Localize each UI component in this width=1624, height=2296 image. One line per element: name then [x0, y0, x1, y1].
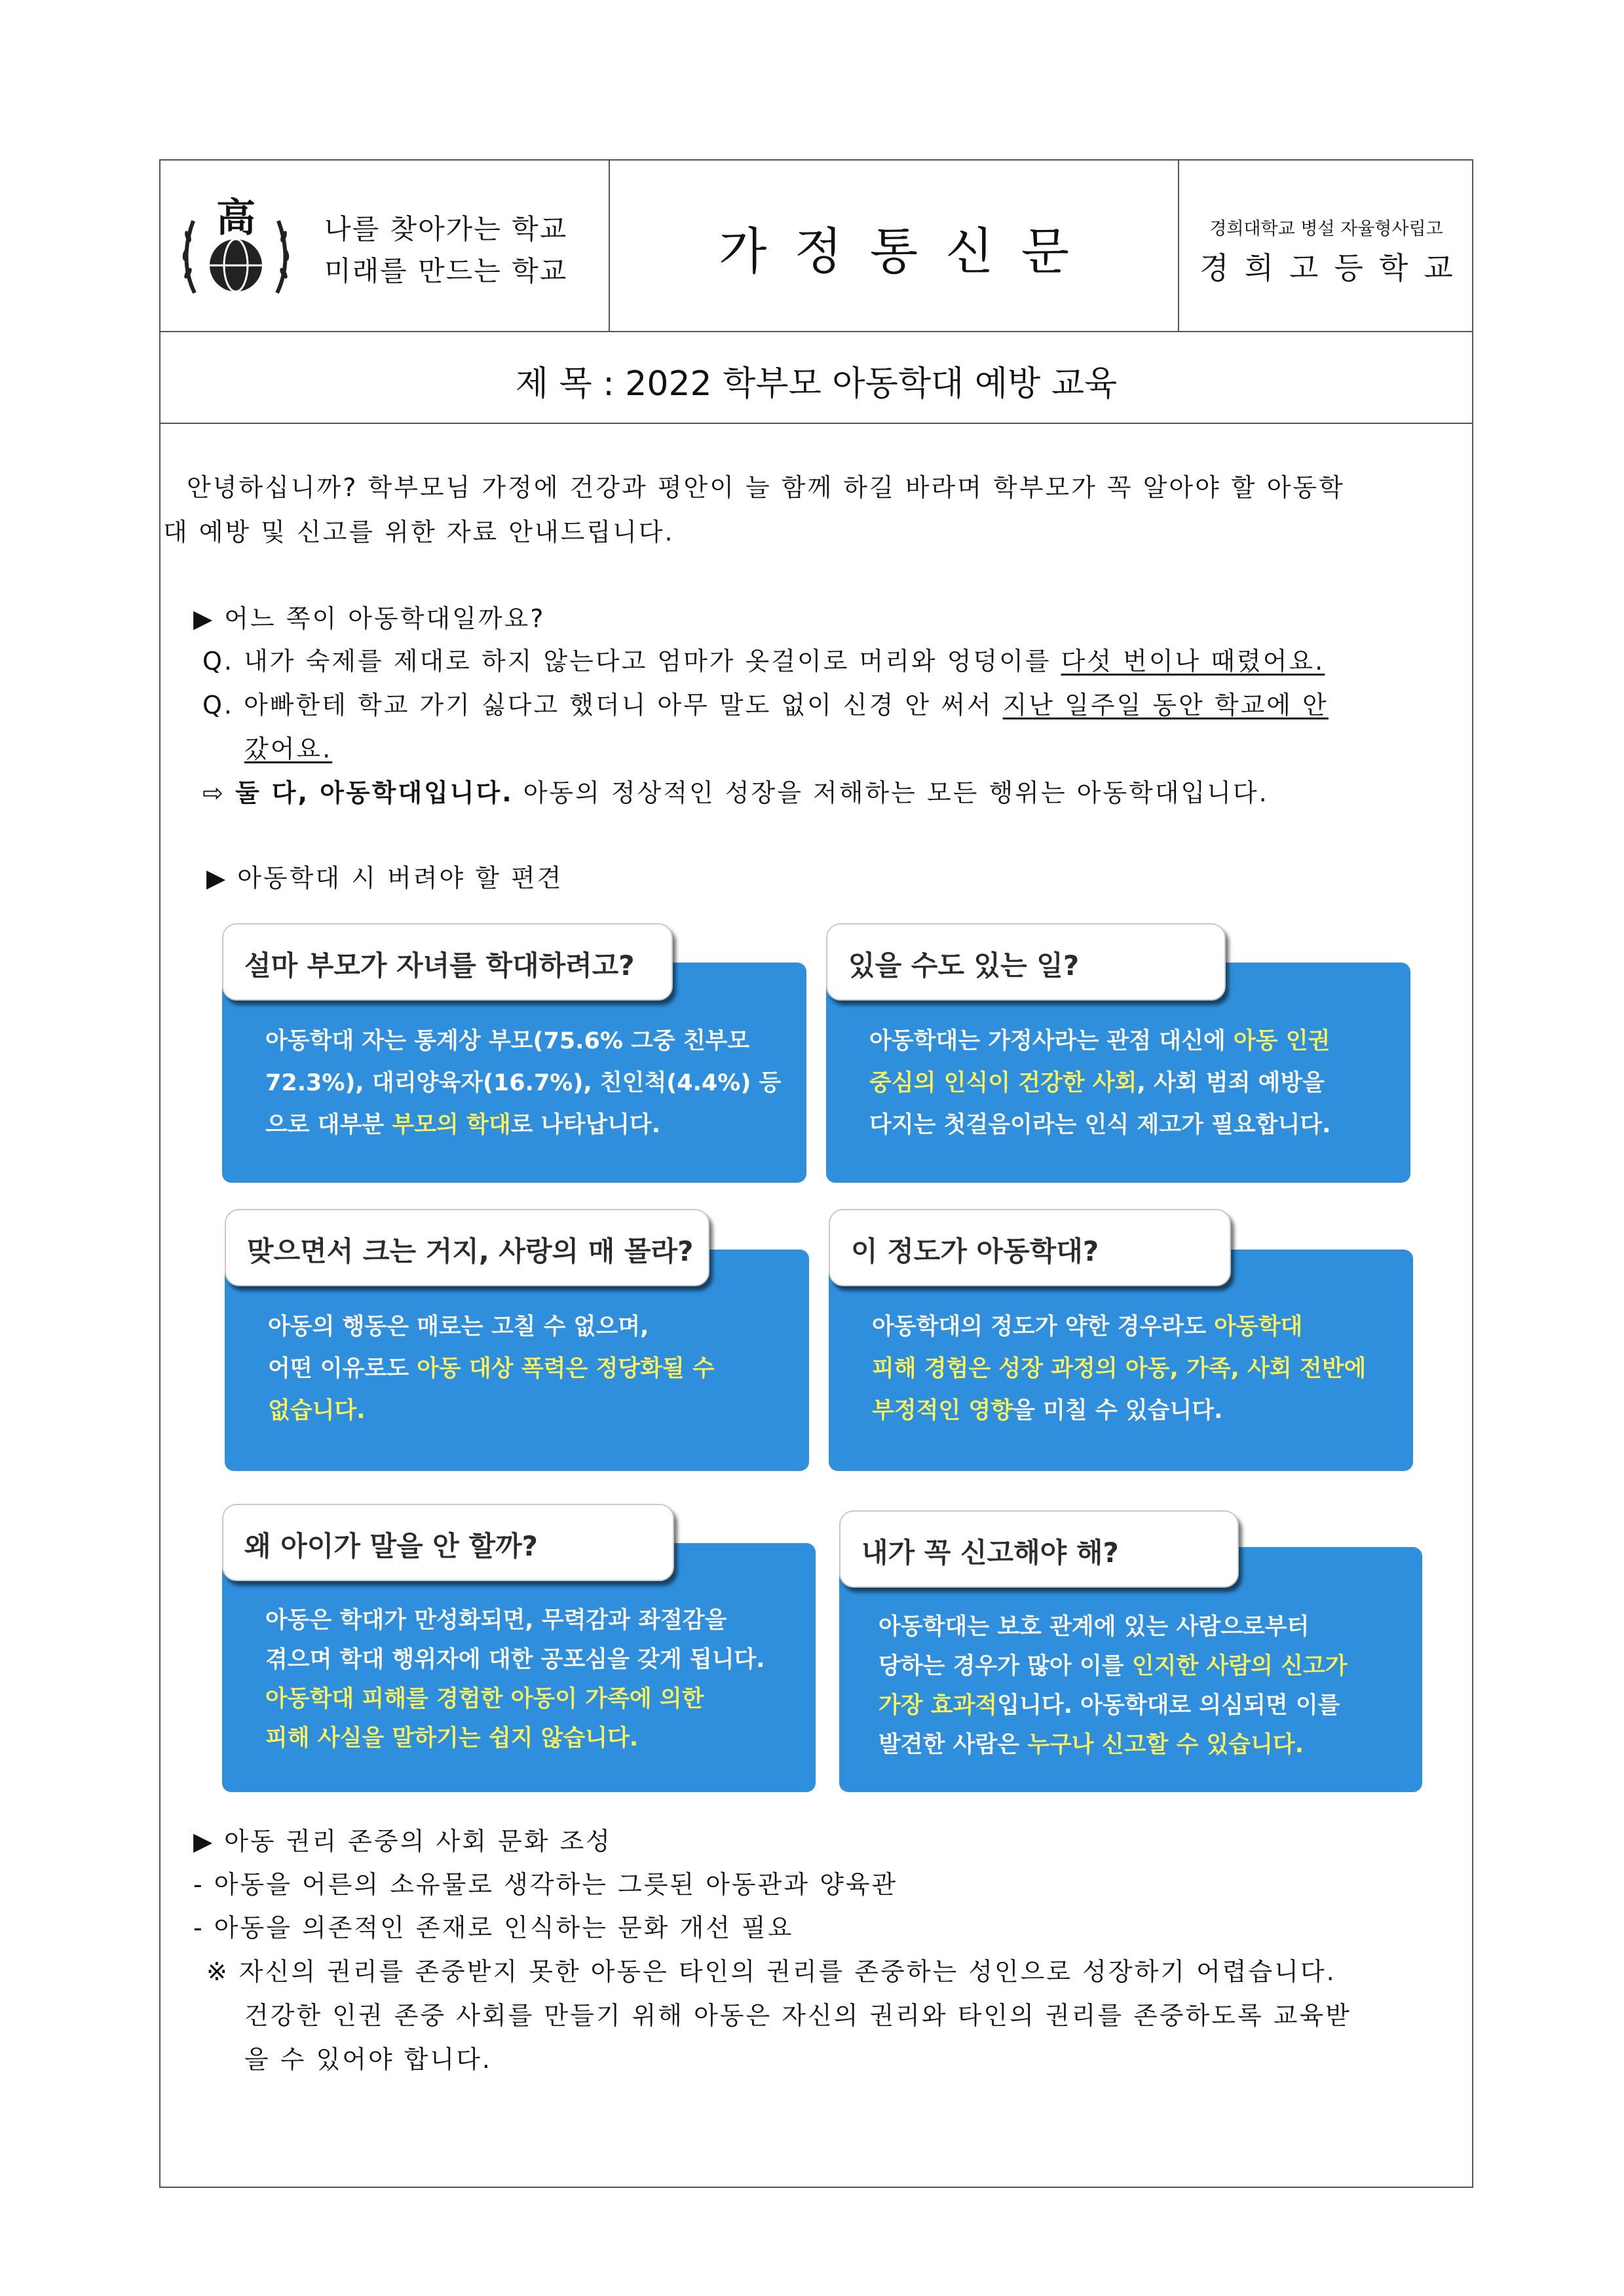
card-title-tab — [225, 1209, 709, 1286]
header-motto-cell — [161, 161, 610, 331]
answer-bold: 둘 다, 아동학대입니다. — [235, 778, 514, 807]
card-body — [878, 1607, 1348, 1765]
myth-card-1 — [222, 923, 806, 1183]
card-body — [869, 1020, 1331, 1146]
header-title-cell — [610, 161, 1179, 331]
school-name: 경희고등학교 — [1199, 250, 1469, 286]
card-title: 맞으면서 크는 거지, 사랑의 매 몰라? — [247, 1235, 694, 1267]
note-line-1: ※ 자신의 권리를 존중받지 못한 아동은 타인의 권리를 존중하는 성인으로 성장하기 어렵습니다. — [206, 1957, 1336, 1986]
school-emblem-icon — [175, 195, 297, 299]
card-body — [872, 1306, 1366, 1432]
card-line: 아동학대 자는 통계상 부모(75.6% 그중 친부모 — [265, 1028, 750, 1054]
card-line — [878, 1725, 1348, 1765]
note-line-2: 건강한 인권 존중 사회를 만들기 위해 아동은 자신의 권리와 타인의 권리를 존중하도록 교육받 — [244, 2001, 1351, 2030]
school-subtitle: 경희대학교 병설 자율형사립고 — [1209, 219, 1443, 239]
card-title: 설마 부모가 자녀를 학대하려고? — [244, 949, 635, 982]
motto-line-2: 미래를 만드는 학교 — [324, 255, 568, 287]
section1-heading: ▶ 어느 쪽이 아동학대일까요? — [193, 604, 546, 633]
card-text: 을 미칠 수 있습니다. — [1013, 1398, 1223, 1424]
newsletter-title: 가정통신문 — [718, 222, 1097, 280]
myth-card-5 — [222, 1504, 816, 1792]
card-title-tab — [829, 1209, 1231, 1286]
myth-card-4 — [829, 1209, 1413, 1471]
header-school-cell — [1179, 161, 1473, 331]
card-line: 겪으며 학대 행위자에 대한 공포심을 갖게 됩니다. — [265, 1647, 765, 1673]
header — [161, 161, 1472, 332]
card-highlight: 부정적인 영향 — [872, 1398, 1013, 1424]
card-line — [878, 1647, 1348, 1686]
card-title-tab — [839, 1510, 1239, 1588]
card-line: 아동의 행동은 매로는 고칠 수 없으며, — [268, 1314, 649, 1340]
section3-item-1: - 아동을 어른의 소유물로 생각하는 그릇된 아동관과 양육관 — [193, 1870, 898, 1899]
card-line — [872, 1306, 1366, 1348]
section2-heading: ▶ 아동학대 시 버려야 할 편견 — [206, 864, 563, 892]
question-1-underline: 다섯 번이나 때렸어요. — [1061, 647, 1325, 676]
myth-card-2 — [826, 923, 1410, 1183]
card-line — [268, 1348, 715, 1390]
card-text: 로 나타납니다. — [510, 1112, 661, 1138]
card-highlight: 아동학대 — [1214, 1314, 1303, 1340]
card-text: 입니다. 아동학대로 의심되면 이를 — [997, 1693, 1340, 1719]
answer-rest: 아동의 정상적인 성장을 저해하는 모든 행위는 아동학대입니다. — [513, 778, 1269, 807]
note-line-3: 을 수 있어야 합니다. — [244, 2045, 492, 2074]
myth-card-3 — [225, 1209, 809, 1471]
question-2-continued: 갔어요. — [244, 735, 333, 763]
card-title-tab — [222, 1504, 674, 1581]
card-title-tab — [826, 923, 1226, 1001]
card-highlight: 인지한 사람의 신고가 — [1131, 1653, 1348, 1679]
question-2-text: Q. 아빠한테 학교 가기 싫다고 했더니 아무 말도 없이 신경 안 써서 — [202, 691, 1003, 719]
card-body — [268, 1306, 715, 1432]
card-line: 아동학대 피해를 경험한 아동이 가족에 의한 — [265, 1686, 704, 1712]
card-line: 아동은 학대가 만성화되면, 무력감과 좌절감을 — [265, 1607, 727, 1634]
card-highlight: 누구나 신고할 수 있습니다. — [1027, 1732, 1304, 1758]
section3-item-2: - 아동을 의존적인 존재로 인식하는 문화 개선 필요 — [193, 1913, 794, 1942]
answer-line — [202, 773, 1269, 809]
card-line: 다지는 첫걸음이라는 인식 제고가 필요합니다. — [869, 1112, 1331, 1138]
card-highlight: 아동 인권 — [1233, 1028, 1331, 1054]
intro-line-1: 안녕하십니까? 학부모님 가정에 건강과 평안이 늘 함께 하길 바라며 학부모가 꼭 알아야 할 아동학 — [187, 473, 1345, 502]
subject-row — [161, 331, 1472, 424]
card-title: 왜 아이가 말을 안 할까? — [244, 1530, 538, 1562]
card-text: 어떤 이유로도 — [268, 1356, 417, 1382]
emblem-character: 高 — [216, 195, 255, 241]
question-2 — [202, 685, 1329, 721]
card-line: 피해 사실을 말하기는 쉽지 않습니다. — [265, 1725, 639, 1751]
card-highlight: 부모의 학대 — [392, 1112, 511, 1138]
card-text: 당하는 경우가 많아 이를 — [878, 1653, 1132, 1679]
question-1 — [202, 641, 1325, 677]
card-title-tab — [222, 923, 673, 1001]
card-line — [869, 1020, 1331, 1062]
card-text: 아동학대는 가정사라는 관점 대신에 — [869, 1028, 1234, 1054]
card-title: 있을 수도 있는 일? — [848, 949, 1080, 982]
card-text: 아동학대의 정도가 약한 경우라도 — [872, 1314, 1215, 1340]
question-2-underline: 지난 일주일 동안 학교에 안 — [1002, 691, 1329, 719]
card-line — [878, 1686, 1348, 1725]
section3-heading: ▶ 아동 권리 존중의 사회 문화 조성 — [193, 1827, 612, 1856]
card-text: 발견한 사람은 — [878, 1732, 1028, 1758]
newsletter-frame — [159, 159, 1473, 2188]
card-text: 으로 대부분 — [265, 1112, 392, 1138]
card-line — [265, 1104, 781, 1146]
question-1-text: Q. 내가 숙제를 제대로 하지 않는다고 엄마가 옷걸이로 머리와 엉덩이를 — [202, 647, 1061, 676]
intro-line-2: 대 예방 및 신고를 위한 자료 안내드립니다. — [163, 518, 675, 546]
card-line: 72.3%), 대리양육자(16.7%), 친인척(4.4%) 등 — [265, 1070, 782, 1096]
card-line: 아동학대는 보호 관계에 있는 사람으로부터 — [878, 1614, 1310, 1640]
myth-card-6 — [839, 1510, 1422, 1792]
card-line: 피해 경험은 성장 과정의 아동, 가족, 사회 전반에 — [872, 1356, 1367, 1382]
card-highlight: 아동 대상 폭력은 정당화될 수 — [417, 1356, 715, 1382]
card-title: 이 정도가 아동학대? — [851, 1235, 1099, 1267]
card-title: 내가 꼭 신고해야 해? — [861, 1537, 1119, 1569]
card-line: 없습니다. — [268, 1398, 366, 1424]
card-body — [265, 1020, 781, 1146]
document-subject: 제 목 : 2022 학부모 아동학대 예방 교육 — [515, 364, 1118, 404]
card-line — [872, 1390, 1366, 1432]
card-line — [869, 1062, 1331, 1104]
card-text: , 사회 범죄 예방을 — [1137, 1070, 1325, 1096]
card-body — [265, 1601, 765, 1758]
answer-arrow-icon: ⇨ — [202, 778, 225, 807]
card-highlight: 중심의 인식이 건강한 사회 — [869, 1070, 1137, 1096]
motto-line-1: 나를 찾아가는 학교 — [324, 213, 568, 245]
card-highlight: 가장 효과적 — [878, 1693, 998, 1719]
